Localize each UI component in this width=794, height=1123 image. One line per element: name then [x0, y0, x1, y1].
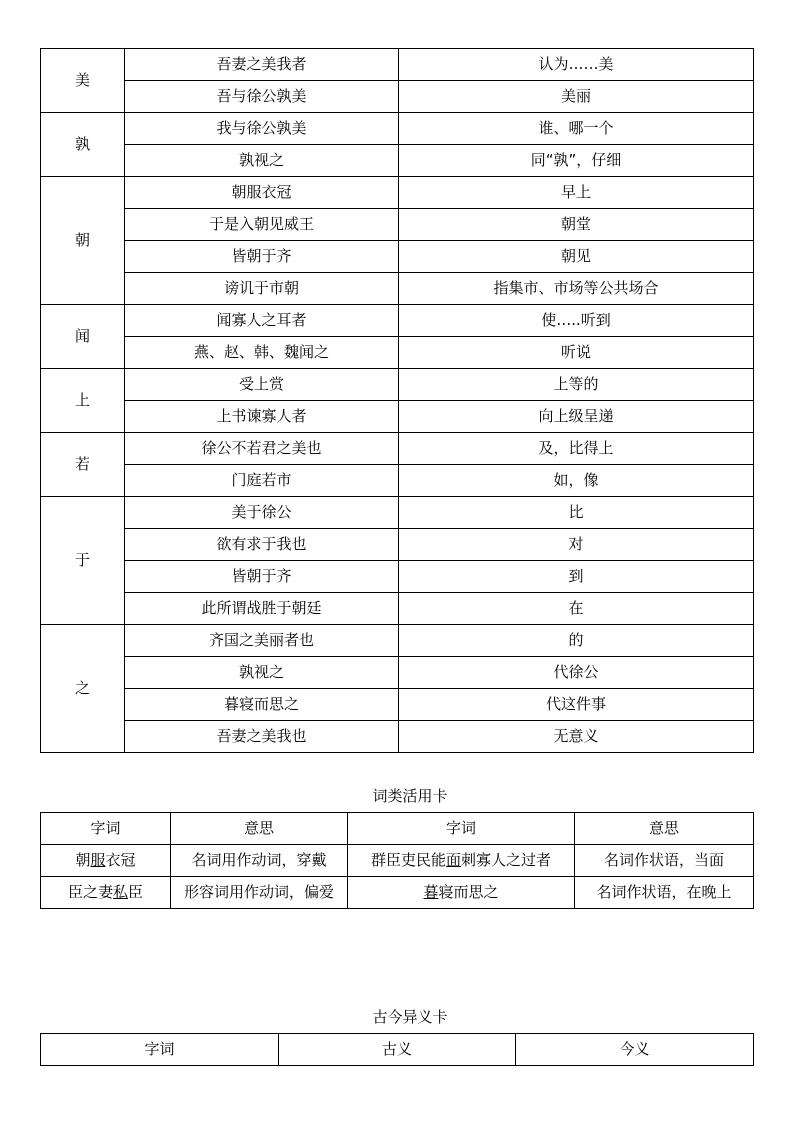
polysemy-table	[40, 48, 754, 753]
table-row	[41, 497, 754, 529]
header-meaning: 意思	[575, 813, 754, 845]
table-row	[41, 689, 754, 721]
meaning-cell: 朝见	[399, 241, 754, 273]
meaning-cell: 听说	[399, 337, 754, 369]
example-sentence-cell: 受上赏	[125, 369, 399, 401]
table-row	[41, 113, 754, 145]
key-character: 私	[112, 883, 128, 901]
table-row	[41, 369, 754, 401]
table-row	[41, 49, 754, 81]
example-sentence-cell: 此所谓战胜于朝廷	[125, 593, 399, 625]
ancient-modern-card-title: 古今异义卡	[372, 1008, 448, 1026]
headword-cell: 之	[41, 625, 125, 753]
key-character: 服	[90, 851, 106, 869]
table-row	[41, 433, 754, 465]
meaning-cell: 谁、哪一个	[399, 113, 754, 145]
word-suffix: 刺寡人之过者	[461, 851, 552, 869]
table-row	[41, 529, 754, 561]
example-sentence-cell: 吾妻之美我也	[125, 721, 399, 753]
headword-cell: 孰	[41, 113, 125, 177]
header-word: 字词	[41, 1034, 279, 1066]
wordclass-word-cell	[348, 877, 575, 909]
table-row	[41, 305, 754, 337]
headword-cell: 美	[41, 49, 125, 113]
meaning-cell: 比	[399, 497, 754, 529]
word-prefix: 群臣吏民能	[370, 851, 446, 869]
meaning-cell: 的	[399, 625, 754, 657]
table-row	[41, 593, 754, 625]
table-row	[41, 877, 754, 909]
example-sentence-cell: 吾与徐公孰美	[125, 81, 399, 113]
meaning-cell: 无意义	[399, 721, 754, 753]
meaning-cell: 及，比得上	[399, 433, 754, 465]
wordclass-meaning-cell: 形容词用作动词，偏爱	[171, 877, 348, 909]
wordclass-table	[40, 812, 754, 909]
table-row	[41, 465, 754, 497]
table-row	[41, 845, 754, 877]
example-sentence-cell: 朝服衣冠	[125, 177, 399, 209]
table-row	[41, 177, 754, 209]
table-row	[41, 145, 754, 177]
meaning-cell: 同“孰”，仔细	[399, 145, 754, 177]
headword-cell: 上	[41, 369, 125, 433]
key-character: 面	[445, 851, 461, 869]
meaning-cell: 早上	[399, 177, 754, 209]
example-sentence-cell: 皆朝于齐	[125, 561, 399, 593]
meaning-cell: 如，像	[399, 465, 754, 497]
wordclass-word-cell	[41, 877, 171, 909]
example-sentence-cell: 暮寝而思之	[125, 689, 399, 721]
wordclass-meaning-cell: 名词作状语，在晚上	[575, 877, 754, 909]
wordclass-card-title: 词类活用卡	[372, 787, 448, 805]
example-sentence-cell: 闻寡人之耳者	[125, 305, 399, 337]
ancient-modern-table	[40, 1033, 754, 1066]
meaning-cell: 上等的	[399, 369, 754, 401]
meaning-cell: 对	[399, 529, 754, 561]
table-row	[41, 337, 754, 369]
headword-cell: 若	[41, 433, 125, 497]
meaning-cell: 到	[399, 561, 754, 593]
headword-cell: 闻	[41, 305, 125, 369]
meaning-cell: 使…..听到	[399, 305, 754, 337]
meaning-cell: 在	[399, 593, 754, 625]
wordclass-header-row	[41, 813, 754, 845]
header-word: 字词	[41, 813, 171, 845]
header-ancient-meaning: 古义	[279, 1034, 516, 1066]
example-sentence-cell: 于是入朝见威王	[125, 209, 399, 241]
example-sentence-cell: 美于徐公	[125, 497, 399, 529]
meaning-cell: 向上级呈递	[399, 401, 754, 433]
example-sentence-cell: 齐国之美丽者也	[125, 625, 399, 657]
table-row	[41, 561, 754, 593]
example-sentence-cell: 欲有求于我也	[125, 529, 399, 561]
header-modern-meaning: 今义	[516, 1034, 754, 1066]
word-suffix: 寝而思之	[438, 883, 499, 901]
ancient-modern-header-row	[41, 1034, 754, 1066]
meaning-cell: 代这件事	[399, 689, 754, 721]
table-row	[41, 721, 754, 753]
meaning-cell: 认为……美	[399, 49, 754, 81]
wordclass-meaning-cell: 名词用作动词，穿戴	[171, 845, 348, 877]
wordclass-word-cell	[41, 845, 171, 877]
key-character: 暮	[423, 883, 439, 901]
meaning-cell: 朝堂	[399, 209, 754, 241]
example-sentence-cell: 门庭若市	[125, 465, 399, 497]
example-sentence-cell: 吾妻之美我者	[125, 49, 399, 81]
table-row	[41, 273, 754, 305]
meaning-cell: 指集市、市场等公共场合	[399, 273, 754, 305]
example-sentence-cell: 谤讥于市朝	[125, 273, 399, 305]
polysemy-table-body	[41, 49, 754, 753]
example-sentence-cell: 孰视之	[125, 145, 399, 177]
header-meaning: 意思	[171, 813, 348, 845]
example-sentence-cell: 我与徐公孰美	[125, 113, 399, 145]
meaning-cell: 代徐公	[399, 657, 754, 689]
word-suffix: 衣冠	[105, 851, 136, 869]
table-row	[41, 657, 754, 689]
wordclass-meaning-cell: 名词作状语，当面	[575, 845, 754, 877]
example-sentence-cell: 徐公不若君之美也	[125, 433, 399, 465]
example-sentence-cell: 孰视之	[125, 657, 399, 689]
word-prefix: 朝	[75, 851, 91, 869]
headword-cell: 于	[41, 497, 125, 625]
table-row	[41, 401, 754, 433]
example-sentence-cell: 燕、赵、韩、魏闻之	[125, 337, 399, 369]
table-row	[41, 209, 754, 241]
header-word: 字词	[348, 813, 575, 845]
example-sentence-cell: 上书谏寡人者	[125, 401, 399, 433]
table-row	[41, 625, 754, 657]
wordclass-word-cell	[348, 845, 575, 877]
word-prefix: 臣之妻	[67, 883, 113, 901]
table-row	[41, 241, 754, 273]
meaning-cell: 美丽	[399, 81, 754, 113]
headword-cell: 朝	[41, 177, 125, 305]
word-suffix: 臣	[128, 883, 144, 901]
example-sentence-cell: 皆朝于齐	[125, 241, 399, 273]
table-row	[41, 81, 754, 113]
